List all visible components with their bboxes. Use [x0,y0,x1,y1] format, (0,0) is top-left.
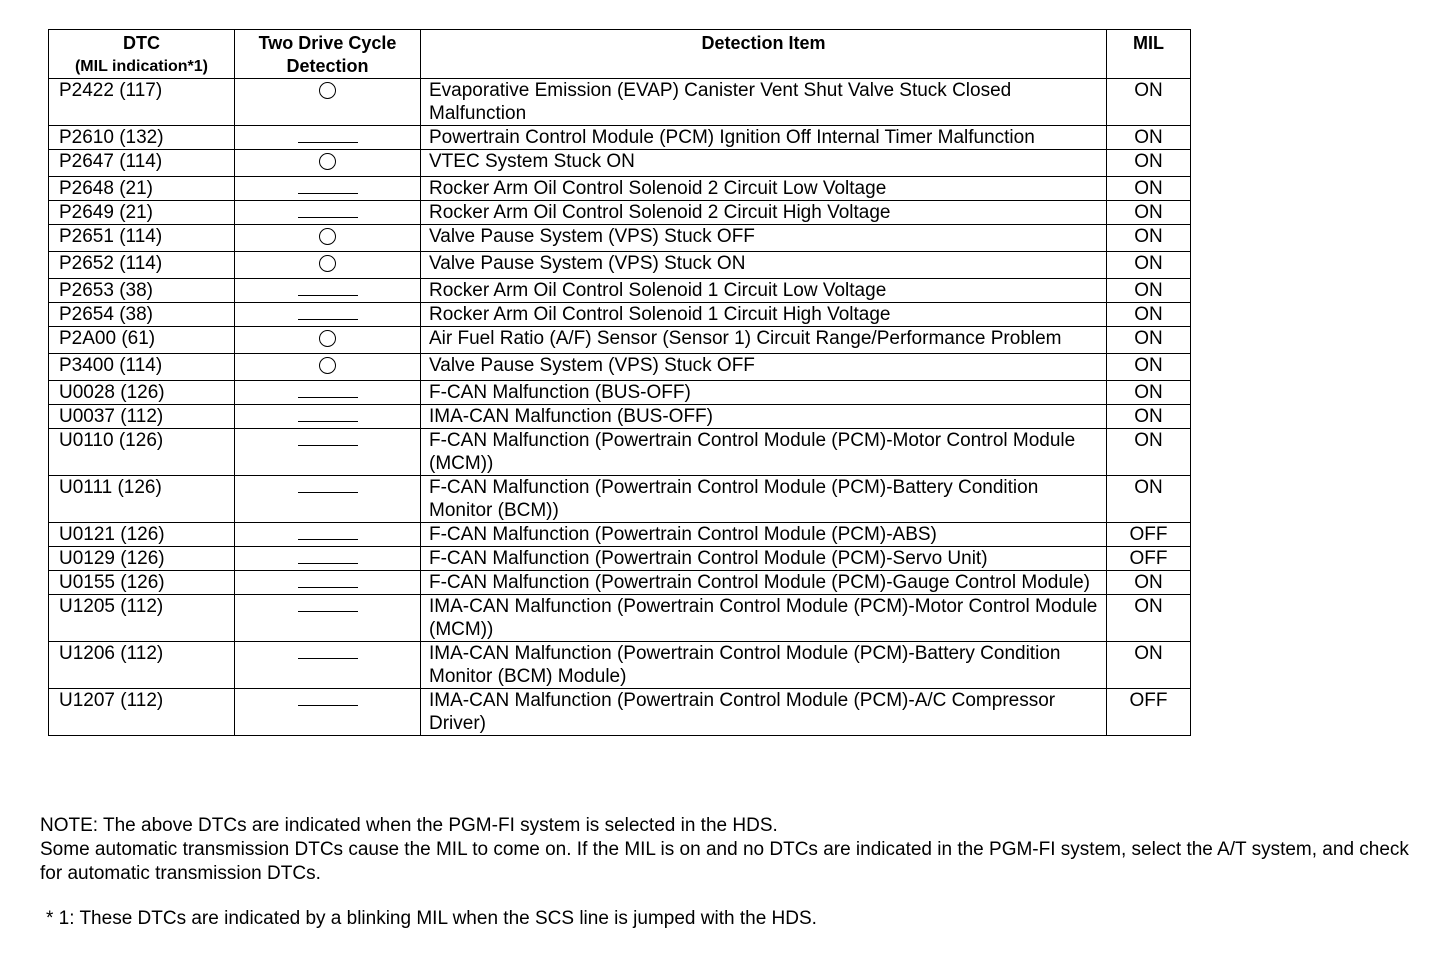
two-drive-cycle-cell [235,381,421,405]
header-mil: MIL [1107,30,1191,79]
two-drive-cycle-cell [235,177,421,201]
table-row [49,303,1191,327]
circle-mark-icon [319,153,336,170]
detection-item: F-CAN Malfunction (Powertrain Control Module (PCM)-Servo Unit) [421,547,1107,571]
mil-status: ON [1107,354,1191,381]
dash-mark-icon [298,563,358,564]
two-drive-cycle-cell [235,405,421,429]
two-drive-cycle-cell [235,547,421,571]
dash-mark-icon [298,142,358,143]
mil-status: OFF [1107,547,1191,571]
table-row [49,405,1191,429]
footnote: * 1: These DTCs are indicated by a blinking MIL when the SCS line is jumped with the HDS. [46,908,817,929]
dtc-code: U1207 (112) [49,689,235,736]
dash-mark-icon [298,539,358,540]
dash-mark-icon [298,611,358,612]
dtc-code: U0028 (126) [49,381,235,405]
detection-item: Rocker Arm Oil Control Solenoid 1 Circuit High Voltage [421,303,1107,327]
table-row [49,150,1191,177]
dtc-code: P2654 (38) [49,303,235,327]
notes-section [40,814,1430,886]
mil-status: ON [1107,381,1191,405]
detection-item: IMA-CAN Malfunction (BUS-OFF) [421,405,1107,429]
table-row [49,252,1191,279]
mil-status: ON [1107,429,1191,476]
dtc-code: P2652 (114) [49,252,235,279]
dtc-table [48,29,1191,736]
dtc-code: P2A00 (61) [49,327,235,354]
detection-item: Rocker Arm Oil Control Solenoid 1 Circuit Low Voltage [421,279,1107,303]
detection-item: Evaporative Emission (EVAP) Canister Vent Shut Valve Stuck Closed Malfunction [421,79,1107,126]
dtc-code: U1205 (112) [49,595,235,642]
circle-mark-icon [319,357,336,374]
detection-item: IMA-CAN Malfunction (Powertrain Control Module (PCM)-Battery Condition Monitor (BCM) Module) [421,642,1107,689]
table-row [49,476,1191,523]
dash-mark-icon [298,705,358,706]
two-drive-cycle-cell [235,279,421,303]
dtc-code: P2653 (38) [49,279,235,303]
table-row [49,381,1191,405]
mil-status: OFF [1107,523,1191,547]
detection-item: IMA-CAN Malfunction (Powertrain Control Module (PCM)-A/C Compressor Driver) [421,689,1107,736]
two-drive-cycle-cell [235,429,421,476]
header-dtc-sub: (MIL indication*1) [74,58,209,75]
dtc-code: U0037 (112) [49,405,235,429]
mil-status: ON [1107,279,1191,303]
header-two-drive: Two Drive Cycle Detection [235,30,421,79]
table-row [49,177,1191,201]
table-row [49,79,1191,126]
detection-item: Valve Pause System (VPS) Stuck ON [421,252,1107,279]
two-drive-cycle-cell [235,303,421,327]
mil-status: ON [1107,405,1191,429]
table-row [49,429,1191,476]
mil-status: ON [1107,201,1191,225]
circle-mark-icon [319,82,336,99]
mil-status: ON [1107,571,1191,595]
two-drive-cycle-cell [235,476,421,523]
dash-mark-icon [298,397,358,398]
two-drive-cycle-cell [235,354,421,381]
dash-mark-icon [298,492,358,493]
two-drive-cycle-cell [235,225,421,252]
table-row [49,201,1191,225]
detection-item: Valve Pause System (VPS) Stuck OFF [421,354,1107,381]
two-drive-cycle-cell [235,79,421,126]
mil-status: ON [1107,252,1191,279]
dtc-code: P2422 (117) [49,79,235,126]
two-drive-cycle-cell [235,523,421,547]
detection-item: Valve Pause System (VPS) Stuck OFF [421,225,1107,252]
dtc-code: P2651 (114) [49,225,235,252]
mil-status: ON [1107,595,1191,642]
table-row [49,126,1191,150]
dash-mark-icon [298,295,358,296]
table-row [49,547,1191,571]
dash-mark-icon [298,319,358,320]
dtc-code: P2648 (21) [49,177,235,201]
table-header-row [49,30,1191,79]
table-row [49,571,1191,595]
two-drive-cycle-cell [235,571,421,595]
dtc-code: P2610 (132) [49,126,235,150]
detection-item: Air Fuel Ratio (A/F) Sensor (Sensor 1) Circuit Range/Performance Problem [421,327,1107,354]
dtc-code: U0110 (126) [49,429,235,476]
detection-item: Rocker Arm Oil Control Solenoid 2 Circuit Low Voltage [421,177,1107,201]
mil-status: ON [1107,476,1191,523]
two-drive-cycle-cell [235,252,421,279]
mil-status: OFF [1107,689,1191,736]
table-row [49,354,1191,381]
two-drive-cycle-cell [235,150,421,177]
table-row [49,595,1191,642]
circle-mark-icon [319,255,336,272]
dash-mark-icon [298,445,358,446]
mil-status: ON [1107,150,1191,177]
mil-status: ON [1107,303,1191,327]
mil-status: ON [1107,79,1191,126]
mil-status: ON [1107,225,1191,252]
dash-mark-icon [298,193,358,194]
mil-status: ON [1107,126,1191,150]
two-drive-cycle-cell [235,595,421,642]
header-dtc-label: DTC [123,33,160,53]
dtc-code: P2649 (21) [49,201,235,225]
dtc-table-body [49,79,1191,736]
table-row [49,279,1191,303]
dash-mark-icon [298,421,358,422]
circle-mark-icon [319,228,336,245]
two-drive-cycle-cell [235,642,421,689]
detection-item: F-CAN Malfunction (BUS-OFF) [421,381,1107,405]
circle-mark-icon [319,330,336,347]
detection-item: F-CAN Malfunction (Powertrain Control Module (PCM)-Gauge Control Module) [421,571,1107,595]
detection-item: Rocker Arm Oil Control Solenoid 2 Circuit High Voltage [421,201,1107,225]
dtc-code: U0129 (126) [49,547,235,571]
dash-mark-icon [298,217,358,218]
note-line-1: NOTE: The above DTCs are indicated when the PGM-FI system is selected in the HDS. [40,815,778,836]
table-row [49,523,1191,547]
detection-item: F-CAN Malfunction (Powertrain Control Module (PCM)-Battery Condition Monitor (BCM)) [421,476,1107,523]
header-detection-item: Detection Item [421,30,1107,79]
detection-item: F-CAN Malfunction (Powertrain Control Module (PCM)-ABS) [421,523,1107,547]
table-row [49,225,1191,252]
header-dtc [49,30,235,79]
detection-item: F-CAN Malfunction (Powertrain Control Module (PCM)-Motor Control Module (MCM)) [421,429,1107,476]
dtc-code: U1206 (112) [49,642,235,689]
mil-status: ON [1107,327,1191,354]
detection-item: IMA-CAN Malfunction (Powertrain Control Module (PCM)-Motor Control Module (MCM)) [421,595,1107,642]
dtc-code: U0111 (126) [49,476,235,523]
table-row [49,642,1191,689]
two-drive-cycle-cell [235,201,421,225]
two-drive-cycle-cell [235,327,421,354]
dash-mark-icon [298,658,358,659]
dtc-code: U0155 (126) [49,571,235,595]
dtc-code: U0121 (126) [49,523,235,547]
note-line-2: Some automatic transmission DTCs cause the MIL to come on. If the MIL is on and no DTCs are indicated in the PGM-FI system, select the A/T system, and check for automatic transmission DTCs. [40,839,1409,884]
mil-status: ON [1107,177,1191,201]
two-drive-cycle-cell [235,126,421,150]
dtc-code: P3400 (114) [49,354,235,381]
dtc-code: P2647 (114) [49,150,235,177]
mil-status: ON [1107,642,1191,689]
dash-mark-icon [298,587,358,588]
detection-item: Powertrain Control Module (PCM) Ignition Off Internal Timer Malfunction [421,126,1107,150]
detection-item: VTEC System Stuck ON [421,150,1107,177]
table-row [49,327,1191,354]
table-row [49,689,1191,736]
two-drive-cycle-cell [235,689,421,736]
